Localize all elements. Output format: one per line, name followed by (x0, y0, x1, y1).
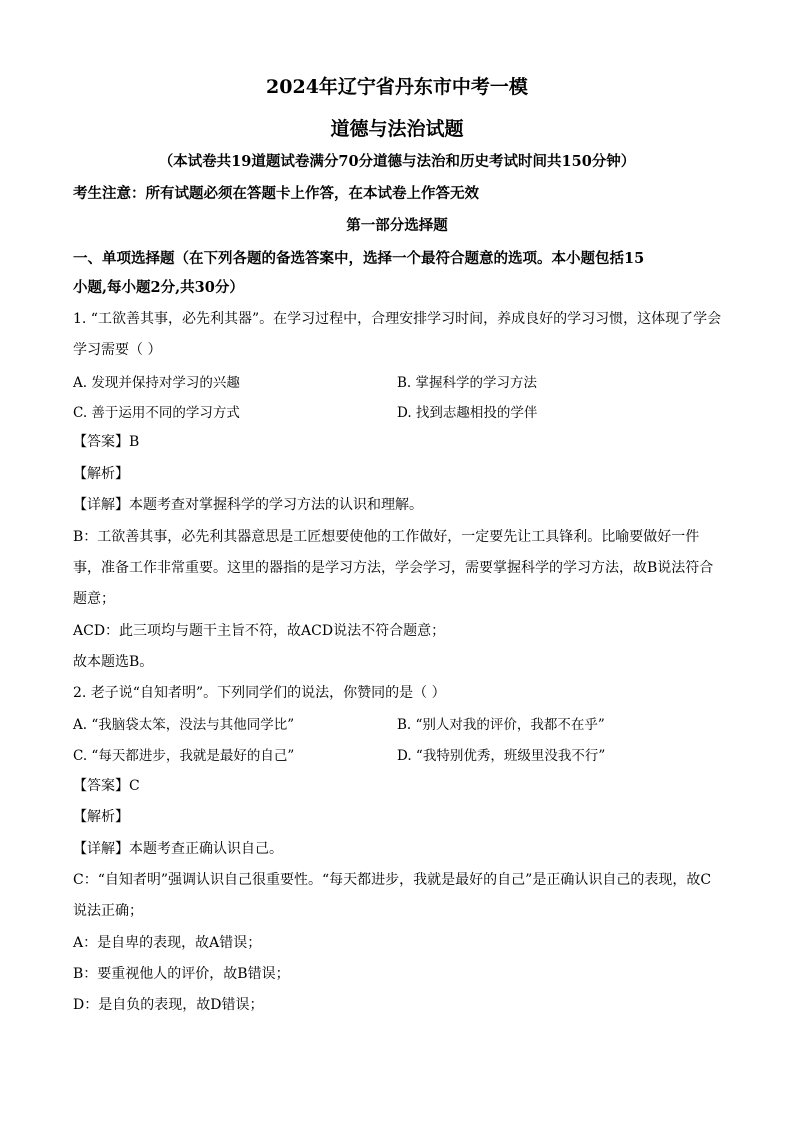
section-heading (73, 244, 723, 302)
attention-note: 考生注意：所有试题必须在答题卡上作答，在本试卷上作答无效 (73, 185, 479, 202)
q2-explain-line: 说法正确； (73, 903, 143, 919)
section-line-2: 小题,每小题2分,共30分） (73, 279, 244, 296)
part-heading: 第一部分选择题 (346, 217, 448, 234)
q1-option-b: B. 掌握科学的学习方法 (397, 375, 538, 391)
q2-option-d: D. “我特别优秀，班级里没我不行” (397, 748, 606, 764)
q2-stem: 2. 老子说“自知者明”。下列同学们的说法，你赞同的是（ ） (73, 685, 446, 701)
q2-option-a: A. “我脑袋太笨，没法与其他同学比” (73, 717, 295, 733)
exam-subject: 道德与法治试题 (330, 118, 464, 140)
q1-explain-line: B：工欲善其事，必先利其器意思是工匠想要使他的工作做好，一定要先让工具锋利。比喻要做好一件 (73, 529, 700, 545)
q2-explain-line: B：要重视他人的评价，故B错误； (73, 966, 290, 982)
q1-answer: 【答案】B (73, 434, 140, 450)
q2-option-c: C. “每天都进步，我就是最好的自己” (73, 748, 295, 764)
section-line-1: 一、单项选择题（在下列各题的备选答案中，选择一个最符合题意的选项。本小题包括15 (73, 250, 645, 267)
q1-explain-line: ACD：此三项均与题干主旨不符，故ACD说法不符合题意； (73, 623, 446, 639)
q1-explain-line: 事，准备工作非常重要。这里的器指的是学习方法，学会学习，需要掌握科学的学习方法，故B说法符合 (73, 560, 714, 576)
q2-explain-line: A：是自卑的表现，故A错误； (73, 935, 262, 951)
q2-explain-line: D：是自负的表现，故D错误； (73, 997, 264, 1013)
q1-stem-line-2: 学习需要（ ） (73, 342, 162, 358)
q2-detail: 【详解】本题考查正确认识自己。 (73, 841, 283, 857)
exam-note: （本试卷共19道题试卷满分70分道德与法治和历史考试时间共150分钟） (158, 153, 636, 170)
exam-title: 2024年辽宁省丹东市中考一模 (266, 76, 528, 98)
q1-explain-line: 故本题选B。 (73, 654, 154, 670)
q1-option-d: D. 找到志趣相投的学伴 (397, 405, 538, 421)
q2-analysis-label: 【解析】 (73, 809, 129, 825)
q1-option-c: C. 善于运用不同的学习方式 (73, 405, 240, 421)
q1-analysis-label: 【解析】 (73, 466, 129, 482)
q1-explain-line: 题意； (73, 591, 115, 607)
q2-answer: 【答案】C (73, 778, 140, 794)
q1-stem-line-1: 1. “工欲善其事，必先利其器”。在学习过程中，合理安排学习时间，养成良好的学习习惯，这体现了学会 (73, 311, 722, 327)
q2-explain-line: C：“自知者明”强调认识自己很重要性。“每天都进步，我就是最好的自己”是正确认识自己的表现，故C (73, 872, 712, 888)
q2-option-b: B. “别人对我的评价，我都不在乎” (397, 717, 605, 733)
q1-option-a: A. 发现并保持对学习的兴趣 (73, 375, 240, 391)
q1-detail: 【详解】本题考查对掌握科学的学习方法的认识和理解。 (73, 497, 423, 513)
